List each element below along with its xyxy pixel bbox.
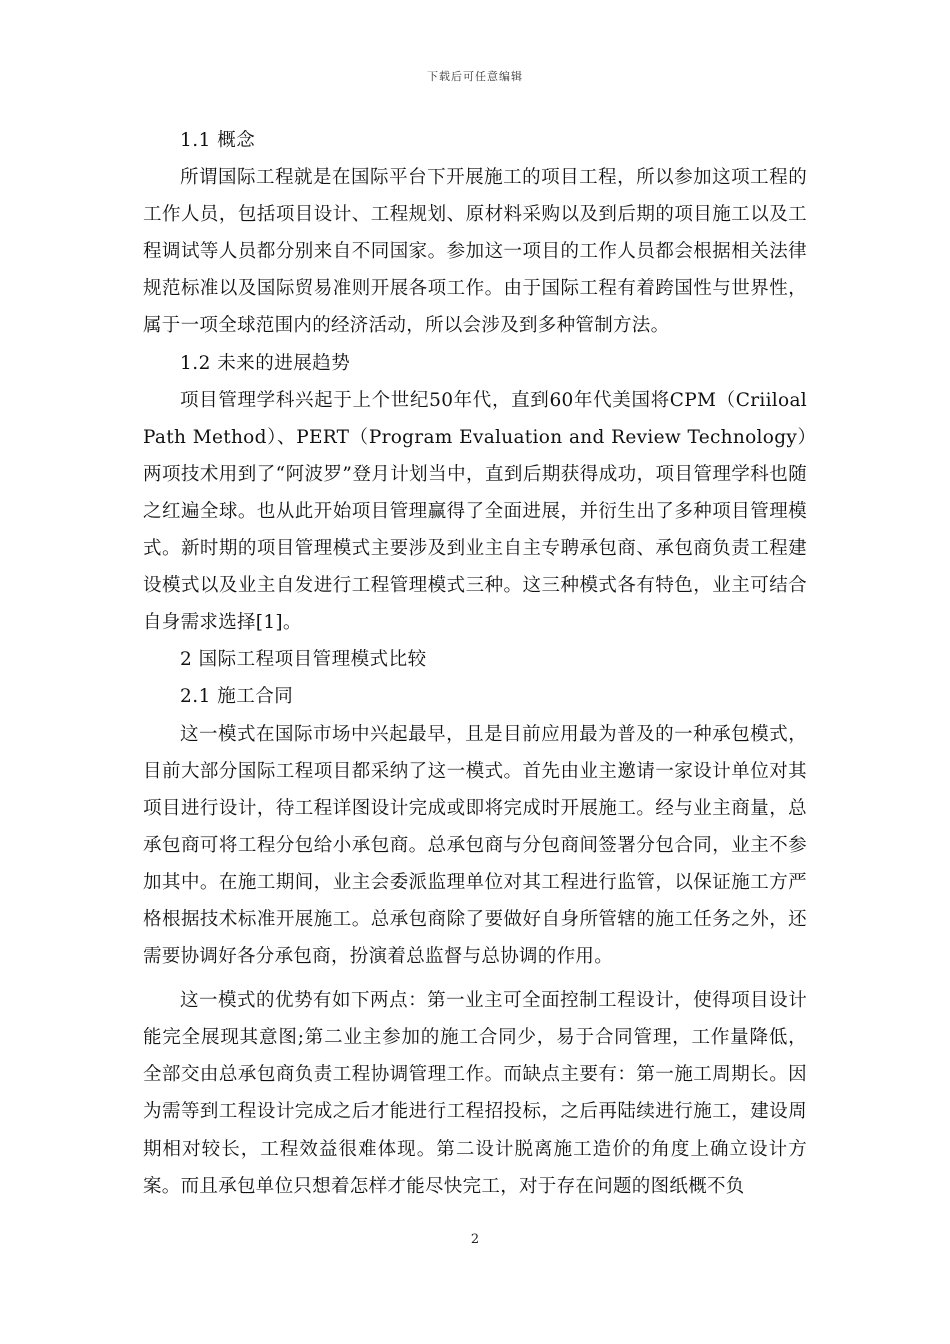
section-heading-2-1: 2.1 施工合同 <box>180 686 294 708</box>
header-note: 下载后可任意编辑 <box>427 70 523 83</box>
section-heading-1-2: 1.2 未来的进展趋势 <box>180 352 351 374</box>
paragraph-advantages: 这一模式的优势有如下两点：第一业主可全面控制工程设计，使得项目设计能完全展现其意图;第二业主参加的施工合同少，易于合同管理，工作量降低，全部交由总承包商负责工程协调管理工作。而缺点主要有：第一施工周期长。因为需等到工程设计完成之后才能进行工程招投标，之后再陆续进行施工，建设周期相对较长，工程效益很难体现。第二设计脱离施工造价的角度上确立设计方案。而且承包单位只想着怎样才能尽快完工，对于存在问题的图纸概不负 <box>143 990 807 1197</box>
section-heading-1-1: 1.1 概念 <box>180 130 256 151</box>
paragraph-trend: 项目管理学科兴起于上个世纪50年代，直到60年代美国将CPM（Criiloal Path Method）、PERT（Program Evaluation and Review Technology）两项技术用到了“阿波罗”登月计划当中，直到后期获得成功，项目管理学科也随之红遍全球。也从此开始项目管理赢得了全面进展，并衍生出了多种项目管理模式。新时期的项目管理模式主要涉及到业主自主专聘承包商、承包商负责工程建设模式以及业主自发进行工程管理模式三种。这三种模式各有特色，业主可结合自身需求选择[1]。 <box>143 389 807 634</box>
paragraph-construction-contract: 这一模式在国际市场中兴起最早，且是目前应用最为普及的一种承包模式，目前大部分国际工程项目都采纳了这一模式。首先由业主邀请一家设计单位对其项目进行设计，待工程详图设计完成或即将完成时开展施工。经与业主商量，总承包商可将工程分包给小承包商。总承包商与分包商间签署分包合同，业主不参加其中。在施工期间，业主会委派监理单位对其工程进行监管，以保证施工方严格根据技术标准开展施工。总承包商除了要做好自身所管辖的施工任务之外，还需要协调好各分承包商，扮演着总监督与总协调的作用。 <box>143 723 807 968</box>
paragraph-concept: 所谓国际工程就是在国际平台下开展施工的项目工程，所以参加这项工程的工作人员，包括项目设计、工程规划、原材料采购以及到后期的项目施工以及工程调试等人员都分别来自不同国家。参加这一项目的工作人员都会根据相关法律规范标准以及国际贸易准则开展各项工作。由于国际工程有着跨国性与世界性，属于一项全球范围内的经济活动，所以会涉及到多种管制方法。 <box>143 167 807 337</box>
document-body <box>143 122 807 1205</box>
page-number: 2 <box>470 1232 480 1247</box>
section-heading-2: 2 国际工程项目管理模式比较 <box>180 649 427 671</box>
